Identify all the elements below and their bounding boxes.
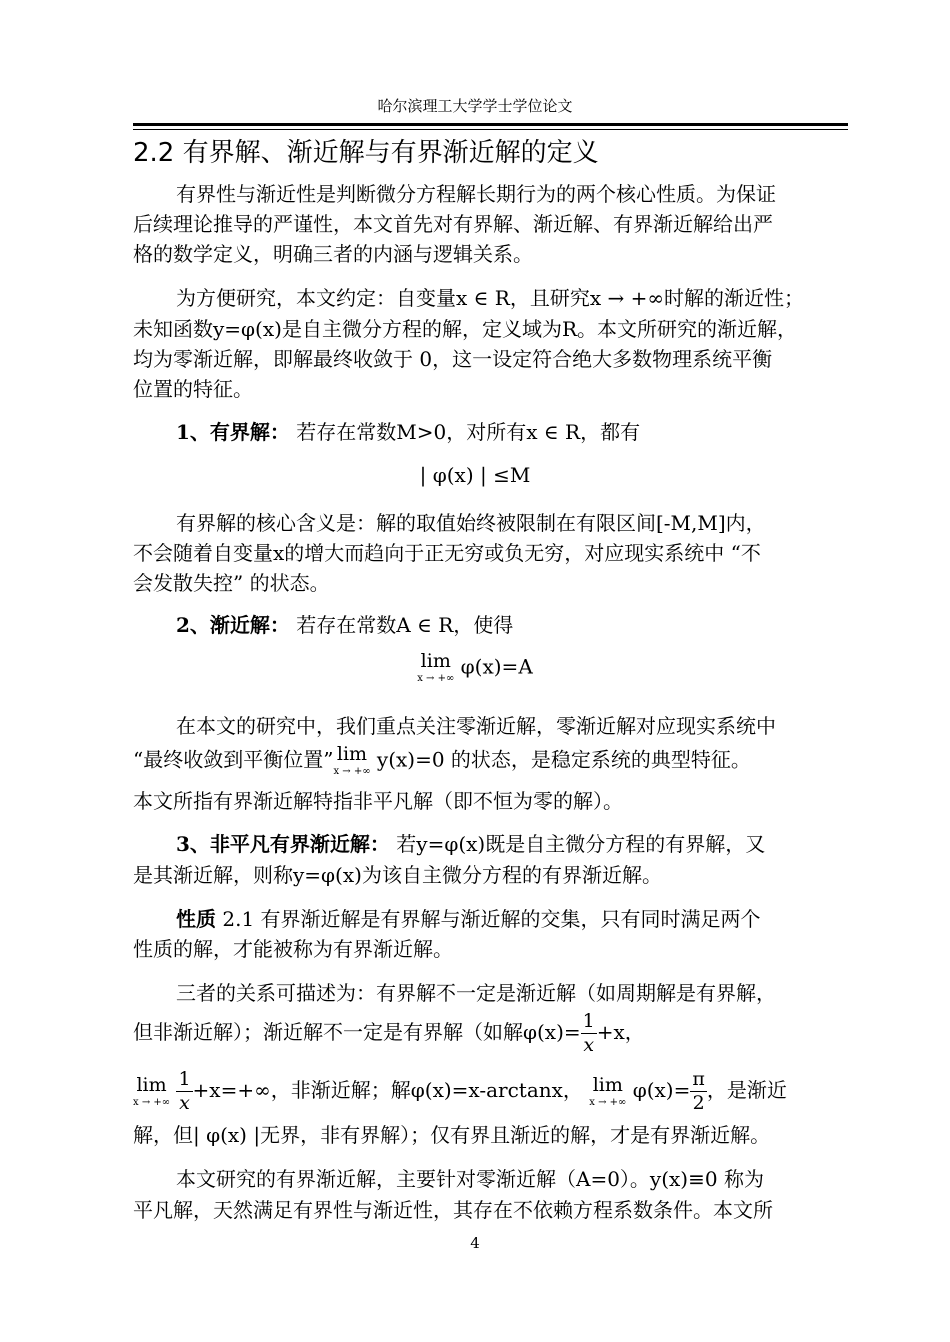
paragraph-line: 平凡解，天然满足有界性与渐近性，其存在不依赖方程系数条件。本文所 — [133, 1198, 773, 1222]
paragraph-line: 有界性与渐近性是判断微分方程解长期行为的两个核心性质。为保证 — [176, 182, 776, 206]
property-2-1: 性质 2.1 有界渐近解是有界解与渐近解的交集，只有同时满足两个 — [176, 907, 761, 931]
paragraph-line: 有界解的核心含义是：解的取值始终被限制在有限区间[-M,M]内， — [176, 511, 766, 535]
header-rule-thick — [133, 123, 848, 126]
limit-operator: lim x → +∞ — [589, 1073, 627, 1108]
definition-text: 若存在常数A ∈ R，使得 — [289, 613, 514, 637]
paragraph-line: 在本文的研究中，我们重点关注零渐近解，零渐近解对应现实系统中 — [176, 714, 776, 738]
definition-label: 2、渐近解： — [176, 613, 290, 637]
limit-operator: lim x → +∞ — [333, 743, 371, 777]
paragraph-line: 位置的特征。 — [133, 377, 253, 401]
formula-limit: lim x → +∞ φ(x)=A — [417, 650, 533, 684]
paragraph-line: 性质的解，才能被称为有界渐近解。 — [133, 937, 453, 961]
paragraph-line: 后续理论推导的严谨性，本文首先对有界解、渐近解、有界渐近解给出严 — [133, 212, 773, 236]
page-number: 4 — [470, 1234, 480, 1252]
definition-3 — [176, 831, 765, 857]
fraction: $\frac{1}{x}$ — [178, 1068, 191, 1114]
section-title: 2.2 有界解、渐近解与有界渐近解的定义 — [133, 138, 599, 168]
paragraph-line: 是其渐近解，则称y=φ(x)为该自主微分方程的有界渐近解。 — [133, 863, 662, 887]
paragraph-line: 格的数学定义，明确三者的内涵与逻辑关系。 — [133, 242, 533, 266]
definition-label: 3、非平凡有界渐近解： — [176, 832, 390, 856]
paragraph-line: lim x → +∞ $\frac{1}{x}$ +x=+∞，非渐近解；解φ(x)=x-arctanx， lim x → +∞ φ(x)= $\frac{\pi}{2}$ ，是渐近 — [133, 1068, 787, 1114]
property-label: 性质 — [176, 907, 216, 931]
header-rule-thin — [133, 129, 848, 130]
formula-bounded: | φ(x) | ≤M — [419, 463, 531, 487]
paragraph-line: 本文所指有界渐近解特指非平凡解（即不恒为零的解）。 — [133, 789, 623, 813]
paragraph-line: 三者的关系可描述为：有界解不一定是渐近解（如周期解是有界解， — [176, 981, 776, 1005]
paragraph-line: 不会随着自变量x的增大而趋向于正无穷或负无穷，对应现实系统中 “不 — [133, 541, 761, 565]
paragraph-line: 但非渐近解）；渐近解不一定是有界解（如解φ(x)= $\frac{1}{x}$ +x， — [133, 1010, 645, 1056]
paragraph-line: “最终收敛到平衡位置” lim x → +∞ y(x)=0 的状态，是稳定系统的典型特征。 — [133, 743, 751, 777]
definition-1 — [176, 419, 640, 445]
definition-2 — [176, 612, 513, 638]
paragraph-line: 本文研究的有界渐近解，主要针对零渐近解（A=0）。y(x)≡0 称为 — [176, 1167, 764, 1191]
paragraph-line: 解，但| φ(x) |无界，非有界解）；仅有界且渐近的解，才是有界渐近解。 — [133, 1123, 771, 1147]
limit-operator: lim x → +∞ — [133, 1073, 171, 1108]
definition-label: 1、有界解： — [176, 420, 290, 444]
limit-operator: lim x → +∞ — [417, 650, 455, 684]
paragraph-line: 均为零渐近解，即解最终收敛于 0，这一设定符合绝大多数物理系统平衡 — [133, 347, 773, 371]
running-header: 哈尔滨理工大学学士学位论文 — [377, 97, 573, 115]
paragraph-line: 未知函数y=φ(x)是自主微分方程的解，定义域为R。本文所研究的渐近解， — [133, 317, 798, 341]
fraction: $\frac{1}{x}$ — [582, 1010, 595, 1056]
paragraph-line: 会发散失控” 的状态。 — [133, 571, 330, 595]
fraction: $\frac{\pi}{2}$ — [692, 1068, 705, 1114]
paragraph-line: 为方便研究，本文约定：自变量x ∈ R，且研究x → +∞时解的渐近性； — [176, 286, 805, 310]
definition-text: 若存在常数M>0，对所有x ∈ R，都有 — [289, 420, 641, 444]
definition-text: 若y=φ(x)既是自主微分方程的有界解，又 — [389, 832, 766, 856]
